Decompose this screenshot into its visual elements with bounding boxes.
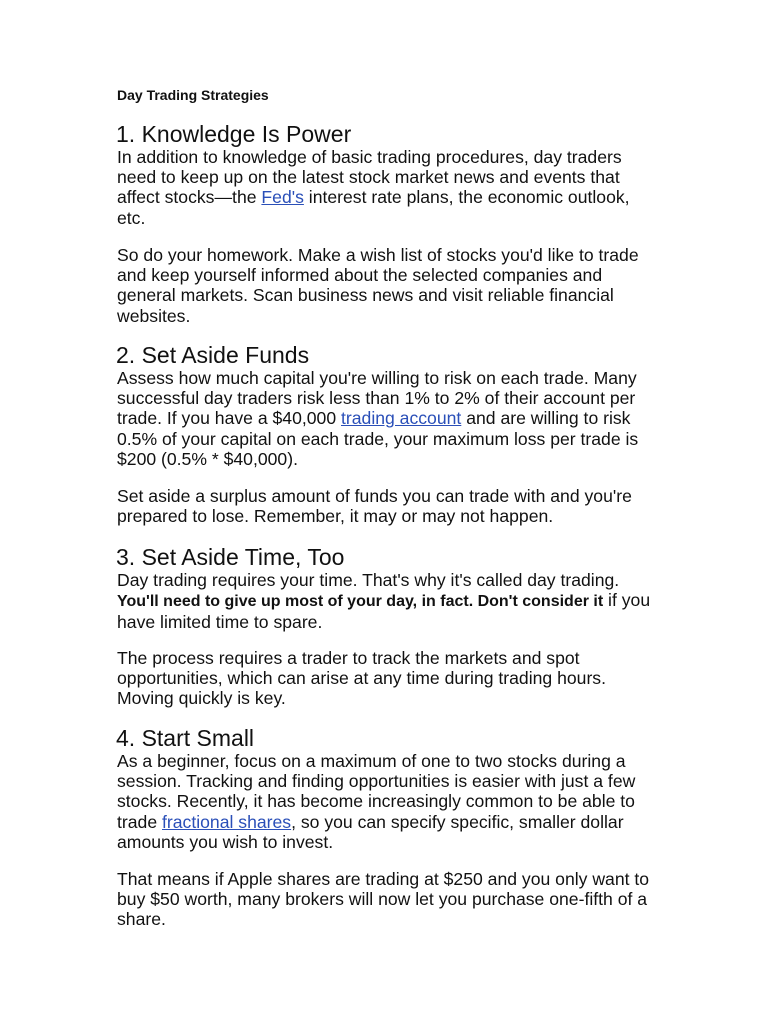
fractional-shares-link[interactable]: fractional shares: [162, 811, 292, 832]
section-3-text-a: Day trading requires your time. That's why it's called day trading.: [117, 570, 620, 590]
section-3-bold-text: You'll need to give up most of your day, in fact. Don't consider it: [117, 593, 604, 611]
section-2-text-b: and are willing to risk 0.5% of your capital on each trade, your maximum loss per trade is $200 (0.5% * $40,000).: [117, 408, 639, 469]
trading-account-link[interactable]: trading account: [341, 408, 462, 429]
section-1-heading: 1. Knowledge Is Power: [116, 121, 352, 147]
section-4-text-a: As a beginner, focus on a maximum of one to two stocks during a session. Tracking and finding opportunities is easier with just a few stocks. Recently, it has become increasingly common to be able to trade: [117, 751, 636, 832]
section-4-paragraph-1: [117, 751, 662, 852]
section-1-text-b: interest rate plans, the economic outlook, etc.: [117, 187, 630, 228]
section-3-paragraph-1: [117, 570, 662, 633]
feds-link[interactable]: Fed's: [261, 187, 304, 208]
section-2-paragraph-1: [117, 368, 662, 469]
section-1-paragraph-1: [117, 147, 662, 228]
section-3-paragraph-2: The process requires a trader to track the markets and spot opportunities, which can arise at any time during trading hours. Moving quickly is key.: [117, 648, 606, 709]
section-2-heading: 2. Set Aside Funds: [116, 342, 310, 368]
section-1-paragraph-2: So do your homework. Make a wish list of stocks you'd like to trade and keep yourself informed about the selected companies and general markets. Scan business news and visit reliable financial websites.: [117, 245, 639, 326]
section-3-heading: 3. Set Aside Time, Too: [116, 544, 345, 570]
document-title: Day Trading Strategies: [117, 87, 269, 103]
section-1-text-a: In addition to knowledge of basic trading procedures, day traders need to keep up on the latest stock market news and events that affect stocks—the: [117, 147, 622, 208]
section-4-heading: 4. Start Small: [116, 725, 255, 751]
section-2-paragraph-2: Set aside a surplus amount of funds you can trade with and you're prepared to lose. Remember, it may or may not happen.: [117, 486, 632, 527]
section-2-text-a: Assess how much capital you're willing to risk on each trade. Many successful day traders risk less than 1% to 2% of their account per trade. If you have a $40,000: [117, 368, 637, 429]
section-4-text-b: , so you can specify specific, smaller dollar amounts you wish to invest.: [117, 811, 624, 852]
section-4-paragraph-2: That means if Apple shares are trading at $250 and you only want to buy $50 worth, many brokers will now let you purchase one-fifth of a share.: [117, 869, 650, 930]
section-3-text-b: if you have limited time to spare.: [117, 590, 651, 633]
